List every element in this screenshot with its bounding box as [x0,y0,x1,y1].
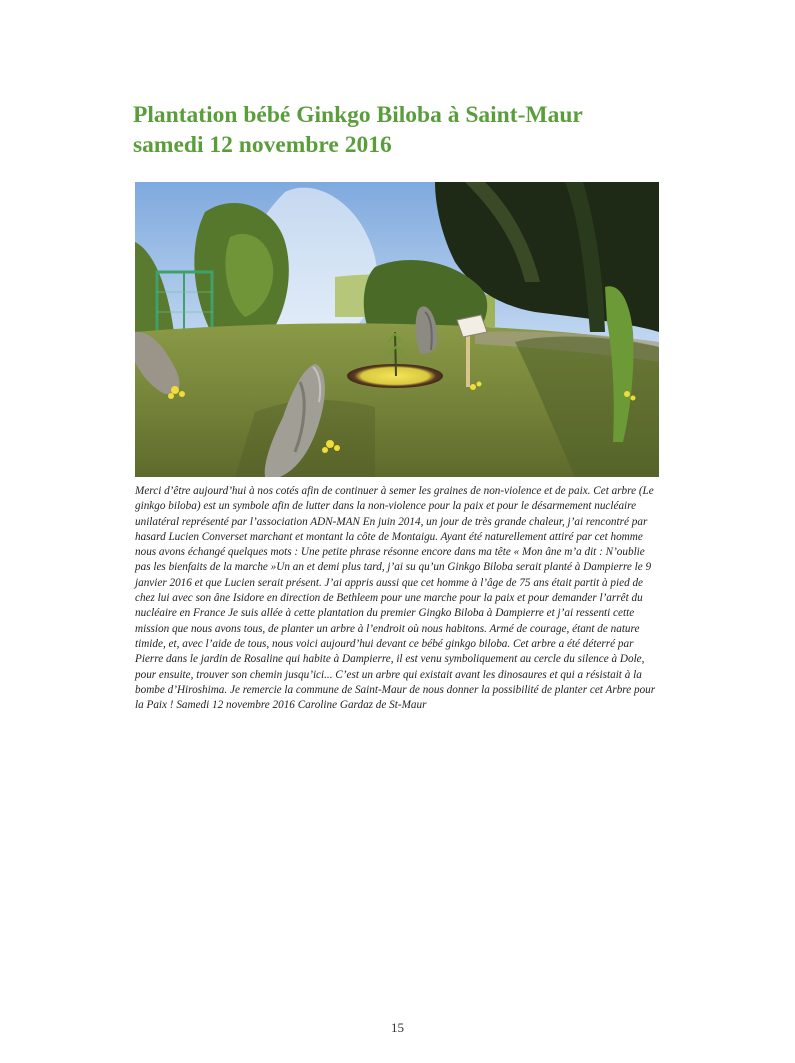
ginkgo-planting-photo [135,182,659,477]
document-title [133,100,693,160]
title-line-2: samedi 12 novembre 2016 [133,132,392,158]
page-number: 15 [391,1020,404,1035]
title-line-1: Plantation bébé Ginkgo Biloba à Saint-Maur [133,102,583,128]
photo-caption: Merci d’être aujourd’hui à nos cotés afin de continuer à semer les graines de non-violence et de paix. Cet arbre (Le ginkgo biloba) est un symbole afin de lutter dans la non-violence pour la paix et pour le désarmement nucléaire unilatéral représenté par l’association ADN-MAN En juin 2014, un jour de très grande chaleur, j’ai rencontré par hasard Lucien Converset marchant et montant la côte de Montaigu. Ayant été naturellement attiré par cet homme nous avons échangé quelques mots : Une petite phrase résonne encore dans ma tête « Mon âne m’a dit : N’oublie pas les bienfaits de la marche »Un an et demi plus tard, j’ai su qu’un Ginkgo Biloba serait planté à Dampierre le 9 janvier 2016 et que Lucien serait présent. J’ai appris aussi que cet homme à l’âge de 75 ans était partit à pied de chez lui avec son âne Isidore en direction de Bethleem pour une marche pour la paix et pour demander l’arrêt du nucléaire en France Je suis allée à cette plantation du premier Gingko Biloba à Dampierre et j’ai ressenti cette mission que nous avons tous, de planter un arbre à l’endroit où nous habitons. Armé de courage, étant de nature timide, et, avec l’aide de tous, nous voici aujourd’hui devant ce bébé ginkgo biloba. Cet arbre a été déterré par Pierre dans le jardin de Rosaline qui habite à Dampierre, il est venu symboliquement au cercle du silence à Dole, pour ensuite, trouver son chemin jusqu’ici... C’est un arbre qui existait avant les dinosaures et qui a résistait à la bombe d’Hiroshima. Je remercie la commune de Saint-Maur de nous donner la possibilité de planter cet Arbre pour la Paix ! Samedi 12 novembre 2016 Caroline Gardaz de St-Maur [135,485,656,712]
